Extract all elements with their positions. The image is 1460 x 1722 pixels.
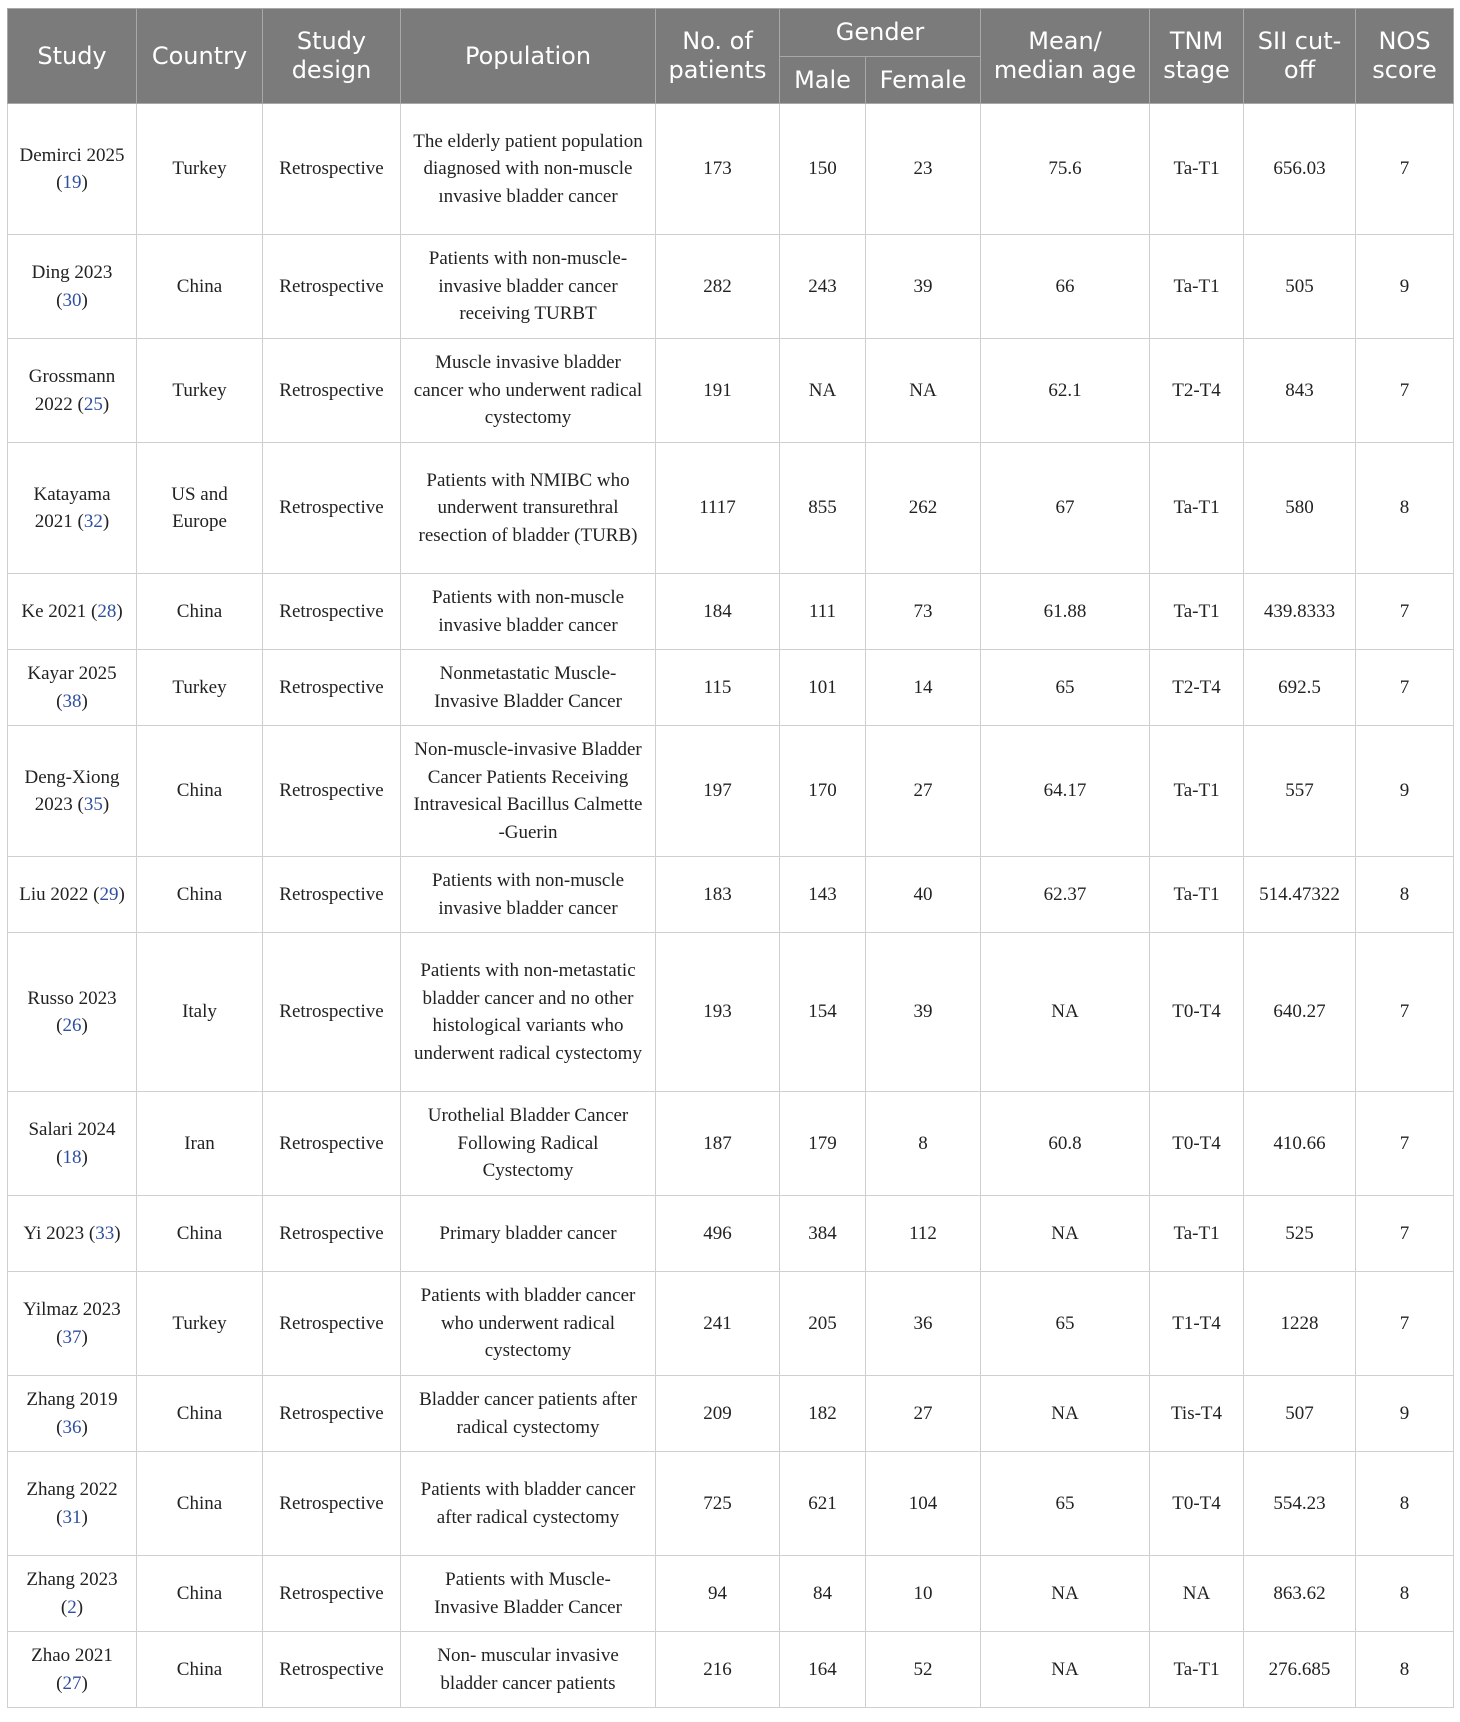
cell-female: 8: [866, 1092, 981, 1196]
cell-tnm-stage: NA: [1150, 1556, 1244, 1632]
study-name: Demirci 2025: [19, 144, 125, 166]
cell-no-of-patients: 209: [656, 1376, 780, 1452]
cell-study: Zhang 2023 (2): [8, 1556, 137, 1632]
cell-nos-score: 8: [1356, 1452, 1454, 1556]
cell-no-of-patients: 216: [656, 1632, 780, 1708]
reference-link[interactable]: 36: [62, 1416, 82, 1438]
cell-country: Iran: [137, 1092, 263, 1196]
cell-sii-cutoff: 1228: [1244, 1272, 1356, 1376]
cell-population: Patients with non-muscle invasive bladder cancer: [401, 574, 656, 650]
cell-no-of-patients: 191: [656, 339, 780, 443]
cell-tnm-stage: Ta-T1: [1150, 443, 1244, 574]
cell-no-of-patients: 282: [656, 235, 780, 339]
cell-mean-median-age: 65: [981, 1272, 1150, 1376]
cell-study: Katayama 2021 (32): [8, 443, 137, 574]
cell-mean-median-age: 62.1: [981, 339, 1150, 443]
study-name: Yi 2023: [23, 1222, 85, 1244]
study-name: Kayar 2025: [27, 663, 117, 684]
cell-no-of-patients: 187: [656, 1092, 780, 1196]
cell-nos-score: 8: [1356, 1556, 1454, 1632]
cell-study-design: Retrospective: [263, 104, 401, 235]
table-row: [8, 1196, 1454, 1272]
cell-nos-score: 7: [1356, 339, 1454, 443]
study-name: Salari 2024: [28, 1119, 116, 1140]
cell-nos-score: 7: [1356, 1272, 1454, 1376]
header-female: Female: [866, 57, 981, 104]
cell-sii-cutoff: 525: [1244, 1196, 1356, 1272]
cell-study: Zhang 2022 (31): [8, 1452, 137, 1556]
cell-study-design: Retrospective: [263, 443, 401, 574]
reference-link[interactable]: 29: [99, 883, 119, 905]
cell-male: NA: [780, 339, 866, 443]
cell-nos-score: 7: [1356, 104, 1454, 235]
cell-study: Deng-Xiong 2023 (35): [8, 726, 137, 857]
cell-female: 39: [866, 235, 981, 339]
cell-nos-score: 7: [1356, 574, 1454, 650]
table-row: [8, 1272, 1454, 1376]
cell-no-of-patients: 193: [656, 933, 780, 1092]
cell-female: 27: [866, 1376, 981, 1452]
study-name: Russo 2023: [27, 987, 117, 1009]
cell-male: 621: [780, 1452, 866, 1556]
cell-sii-cutoff: 656.03: [1244, 104, 1356, 235]
cell-male: 170: [780, 726, 866, 857]
cell-male: 243: [780, 235, 866, 339]
cell-mean-median-age: 62.37: [981, 857, 1150, 933]
reference-link[interactable]: 35: [83, 794, 103, 815]
cell-tnm-stage: Ta-T1: [1150, 1632, 1244, 1708]
cell-sii-cutoff: 276.685: [1244, 1632, 1356, 1708]
reference-link[interactable]: 28: [97, 600, 117, 622]
cell-male: 855: [780, 443, 866, 574]
header-tnm-stage: TNM stage: [1150, 9, 1244, 104]
cell-country: China: [137, 235, 263, 339]
cell-female: 39: [866, 933, 981, 1092]
cell-mean-median-age: 75.6: [981, 104, 1150, 235]
cell-study-design: Retrospective: [263, 933, 401, 1092]
cell-nos-score: 7: [1356, 1196, 1454, 1272]
cell-mean-median-age: 65: [981, 1452, 1150, 1556]
header-population: Population: [401, 9, 656, 104]
cell-sii-cutoff: 439.8333: [1244, 574, 1356, 650]
cell-study-design: Retrospective: [263, 1452, 401, 1556]
cell-study-design: Retrospective: [263, 650, 401, 726]
cell-study-design: Retrospective: [263, 1092, 401, 1196]
cell-country: China: [137, 1196, 263, 1272]
cell-nos-score: 7: [1356, 650, 1454, 726]
cell-sii-cutoff: 557: [1244, 726, 1356, 857]
cell-study-design: Retrospective: [263, 857, 401, 933]
cell-mean-median-age: 67: [981, 443, 1150, 574]
cell-tnm-stage: Ta-T1: [1150, 104, 1244, 235]
cell-country: China: [137, 1556, 263, 1632]
header-male: Male: [780, 57, 866, 104]
cell-population: Bladder cancer patients after radical cystectomy: [401, 1376, 656, 1452]
reference-link[interactable]: 38: [62, 690, 82, 712]
cell-tnm-stage: T2-T4: [1150, 650, 1244, 726]
table-row: [8, 1092, 1454, 1196]
study-name: Ke 2021: [21, 600, 87, 622]
cell-male: 101: [780, 650, 866, 726]
cell-population: Patients with Muscle-Invasive Bladder Cancer: [401, 1556, 656, 1632]
cell-mean-median-age: NA: [981, 1376, 1150, 1452]
cell-population: Muscle invasive bladder cancer who underwent radical cystectomy: [401, 339, 656, 443]
cell-mean-median-age: NA: [981, 1632, 1150, 1708]
study-name: Ding 2023: [31, 262, 113, 283]
cell-no-of-patients: 241: [656, 1272, 780, 1376]
cell-nos-score: 8: [1356, 857, 1454, 933]
cell-study-design: Retrospective: [263, 1272, 401, 1376]
cell-mean-median-age: NA: [981, 1556, 1150, 1632]
cell-no-of-patients: 115: [656, 650, 780, 726]
cell-country: China: [137, 857, 263, 933]
cell-female: 262: [866, 443, 981, 574]
header-gender: Gender: [780, 9, 981, 57]
reference-link[interactable]: 25: [83, 393, 103, 415]
cell-country: Turkey: [137, 339, 263, 443]
cell-female: 40: [866, 857, 981, 933]
cell-population: Patients with non-muscle invasive bladder cancer: [401, 857, 656, 933]
reference-link[interactable]: 32: [83, 511, 103, 532]
cell-study: Liu 2022 (29): [8, 857, 137, 933]
cell-study-design: Retrospective: [263, 235, 401, 339]
cell-population: Urothelial Bladder Cancer Following Radical Cystectomy: [401, 1092, 656, 1196]
cell-population: Patients with non-metastatic bladder cancer and no other histological variants who underwent radical cystectomy: [401, 933, 656, 1092]
cell-mean-median-age: NA: [981, 1196, 1150, 1272]
cell-population: The elderly patient population diagnosed with non-muscle ınvasive bladder cancer: [401, 104, 656, 235]
study-name: Zhang 2019: [26, 1389, 118, 1410]
cell-female: 10: [866, 1556, 981, 1632]
cell-male: 384: [780, 1196, 866, 1272]
cell-study-design: Retrospective: [263, 1556, 401, 1632]
cell-tnm-stage: Ta-T1: [1150, 857, 1244, 933]
table-row: [8, 933, 1454, 1092]
cell-country: China: [137, 574, 263, 650]
table-row: [8, 1556, 1454, 1632]
cell-population: Patients with non-muscle-invasive bladder cancer receiving TURBT: [401, 235, 656, 339]
cell-study: Zhao 2021 (27): [8, 1632, 137, 1708]
cell-population: Patients with NMIBC who underwent transurethral resection of bladder (TURB): [401, 443, 656, 574]
cell-study-design: Retrospective: [263, 574, 401, 650]
table-body: [8, 104, 1454, 1708]
cell-no-of-patients: 173: [656, 104, 780, 235]
header-no-of-patients: No. of patients: [656, 9, 780, 104]
table-row: [8, 1376, 1454, 1452]
cell-country: Italy: [137, 933, 263, 1092]
cell-population: Non-muscle-invasive Bladder Cancer Patients Receiving Intravesical Bacillus Calmette -Guerin: [401, 726, 656, 857]
cell-mean-median-age: 61.88: [981, 574, 1150, 650]
cell-sii-cutoff: 692.5: [1244, 650, 1356, 726]
cell-tnm-stage: Ta-T1: [1150, 1196, 1244, 1272]
cell-nos-score: 7: [1356, 933, 1454, 1092]
cell-study: Ke 2021 (28): [8, 574, 137, 650]
header-mean-median-age: Mean/ median age: [981, 9, 1150, 104]
cell-study-design: Retrospective: [263, 1376, 401, 1452]
cell-no-of-patients: 197: [656, 726, 780, 857]
cell-nos-score: 9: [1356, 235, 1454, 339]
table-row: [8, 726, 1454, 857]
cell-nos-score: 9: [1356, 1376, 1454, 1452]
cell-study: Russo 2023 (26): [8, 933, 137, 1092]
cell-no-of-patients: 184: [656, 574, 780, 650]
cell-male: 154: [780, 933, 866, 1092]
cell-country: China: [137, 1632, 263, 1708]
cell-male: 182: [780, 1376, 866, 1452]
cell-tnm-stage: T2-T4: [1150, 339, 1244, 443]
study-name: Deng-Xiong 2023: [24, 766, 120, 815]
cell-study: Yilmaz 2023 (37): [8, 1272, 137, 1376]
cell-male: 84: [780, 1556, 866, 1632]
cell-study-design: Retrospective: [263, 1196, 401, 1272]
cell-tnm-stage: Tis-T4: [1150, 1376, 1244, 1452]
cell-country: China: [137, 1452, 263, 1556]
cell-mean-median-age: 64.17: [981, 726, 1150, 857]
cell-study: Zhang 2019 (36): [8, 1376, 137, 1452]
cell-female: 52: [866, 1632, 981, 1708]
cell-male: 164: [780, 1632, 866, 1708]
table-row: [8, 1632, 1454, 1708]
cell-study: Grossmann 2022 (25): [8, 339, 137, 443]
reference-link[interactable]: 19: [62, 172, 82, 193]
table-header: [8, 9, 1454, 104]
header-sii-cutoff: SII cut-off: [1244, 9, 1356, 104]
cell-tnm-stage: T0-T4: [1150, 1452, 1244, 1556]
cell-study-design: Retrospective: [263, 726, 401, 857]
cell-population: Patients with bladder cancer after radical cystectomy: [401, 1452, 656, 1556]
table-row: [8, 857, 1454, 933]
cell-population: Patients with bladder cancer who underwent radical cystectomy: [401, 1272, 656, 1376]
study-name: Zhang 2023: [26, 1569, 118, 1590]
cell-female: 14: [866, 650, 981, 726]
cell-country: China: [137, 1376, 263, 1452]
cell-sii-cutoff: 507: [1244, 1376, 1356, 1452]
cell-tnm-stage: Ta-T1: [1150, 574, 1244, 650]
cell-mean-median-age: NA: [981, 933, 1150, 1092]
cell-sii-cutoff: 505: [1244, 235, 1356, 339]
cell-sii-cutoff: 514.47322: [1244, 857, 1356, 933]
reference-link[interactable]: 33: [95, 1222, 115, 1244]
study-name: Grossmann 2022: [28, 366, 116, 415]
cell-tnm-stage: T0-T4: [1150, 1092, 1244, 1196]
cell-country: Turkey: [137, 650, 263, 726]
cell-female: 36: [866, 1272, 981, 1376]
table-row: [8, 1452, 1454, 1556]
cell-nos-score: 7: [1356, 1092, 1454, 1196]
cell-sii-cutoff: 640.27: [1244, 933, 1356, 1092]
cell-sii-cutoff: 843: [1244, 339, 1356, 443]
cell-study-design: Retrospective: [263, 339, 401, 443]
table-row: [8, 443, 1454, 574]
cell-study: Ding 2023 (30): [8, 235, 137, 339]
cell-female: 27: [866, 726, 981, 857]
cell-population: Nonmetastatic Muscle-Invasive Bladder Cancer: [401, 650, 656, 726]
reference-link[interactable]: 2: [67, 1596, 77, 1618]
cell-sii-cutoff: 554.23: [1244, 1452, 1356, 1556]
cell-female: 73: [866, 574, 981, 650]
cell-no-of-patients: 183: [656, 857, 780, 933]
cell-population: Primary bladder cancer: [401, 1196, 656, 1272]
reference-link[interactable]: 30: [62, 289, 82, 311]
cell-sii-cutoff: 580: [1244, 443, 1356, 574]
study-name: Katayama 2021: [33, 483, 111, 532]
cell-nos-score: 8: [1356, 1632, 1454, 1708]
study-name: Zhao 2021: [31, 1645, 113, 1666]
cell-mean-median-age: 65: [981, 650, 1150, 726]
cell-nos-score: 9: [1356, 726, 1454, 857]
cell-mean-median-age: 60.8: [981, 1092, 1150, 1196]
header-study-design: Study design: [263, 9, 401, 104]
cell-no-of-patients: 725: [656, 1452, 780, 1556]
cell-sii-cutoff: 863.62: [1244, 1556, 1356, 1632]
cell-male: 111: [780, 574, 866, 650]
cell-female: 112: [866, 1196, 981, 1272]
cell-tnm-stage: Ta-T1: [1150, 235, 1244, 339]
study-name: Liu 2022: [19, 883, 89, 905]
cell-sii-cutoff: 410.66: [1244, 1092, 1356, 1196]
cell-study: Demirci 2025 (19): [8, 104, 137, 235]
cell-no-of-patients: 496: [656, 1196, 780, 1272]
table-row: [8, 235, 1454, 339]
study-name: Zhang 2022: [26, 1479, 118, 1500]
reference-link[interactable]: 37: [62, 1326, 82, 1348]
cell-study: Kayar 2025 (38): [8, 650, 137, 726]
study-characteristics-table: [7, 8, 1454, 1708]
header-study: Study: [8, 9, 137, 104]
cell-country: US and Europe: [137, 443, 263, 574]
cell-tnm-stage: Ta-T1: [1150, 726, 1244, 857]
cell-female: 104: [866, 1452, 981, 1556]
table-row: [8, 104, 1454, 235]
cell-study: Salari 2024 (18): [8, 1092, 137, 1196]
reference-link[interactable]: 18: [62, 1146, 82, 1168]
header-nos-score: NOS score: [1356, 9, 1454, 104]
cell-male: 143: [780, 857, 866, 933]
reference-link[interactable]: 31: [62, 1506, 82, 1528]
cell-mean-median-age: 66: [981, 235, 1150, 339]
cell-study: Yi 2023 (33): [8, 1196, 137, 1272]
cell-population: Non- muscular invasive bladder cancer patients: [401, 1632, 656, 1708]
cell-country: Turkey: [137, 104, 263, 235]
cell-male: 205: [780, 1272, 866, 1376]
cell-male: 150: [780, 104, 866, 235]
study-name: Yilmaz 2023: [23, 1299, 121, 1320]
table-row: [8, 574, 1454, 650]
header-country: Country: [137, 9, 263, 104]
cell-country: China: [137, 726, 263, 857]
study-characteristics-table-container: [7, 8, 1453, 1708]
cell-female: 23: [866, 104, 981, 235]
cell-no-of-patients: 94: [656, 1556, 780, 1632]
cell-no-of-patients: 1117: [656, 443, 780, 574]
reference-link[interactable]: 26: [62, 1015, 82, 1036]
cell-nos-score: 8: [1356, 443, 1454, 574]
cell-country: Turkey: [137, 1272, 263, 1376]
cell-female: NA: [866, 339, 981, 443]
table-row: [8, 339, 1454, 443]
table-row: [8, 650, 1454, 726]
cell-tnm-stage: T1-T4: [1150, 1272, 1244, 1376]
cell-tnm-stage: T0-T4: [1150, 933, 1244, 1092]
reference-link[interactable]: 27: [62, 1672, 82, 1694]
cell-study-design: Retrospective: [263, 1632, 401, 1708]
cell-male: 179: [780, 1092, 866, 1196]
